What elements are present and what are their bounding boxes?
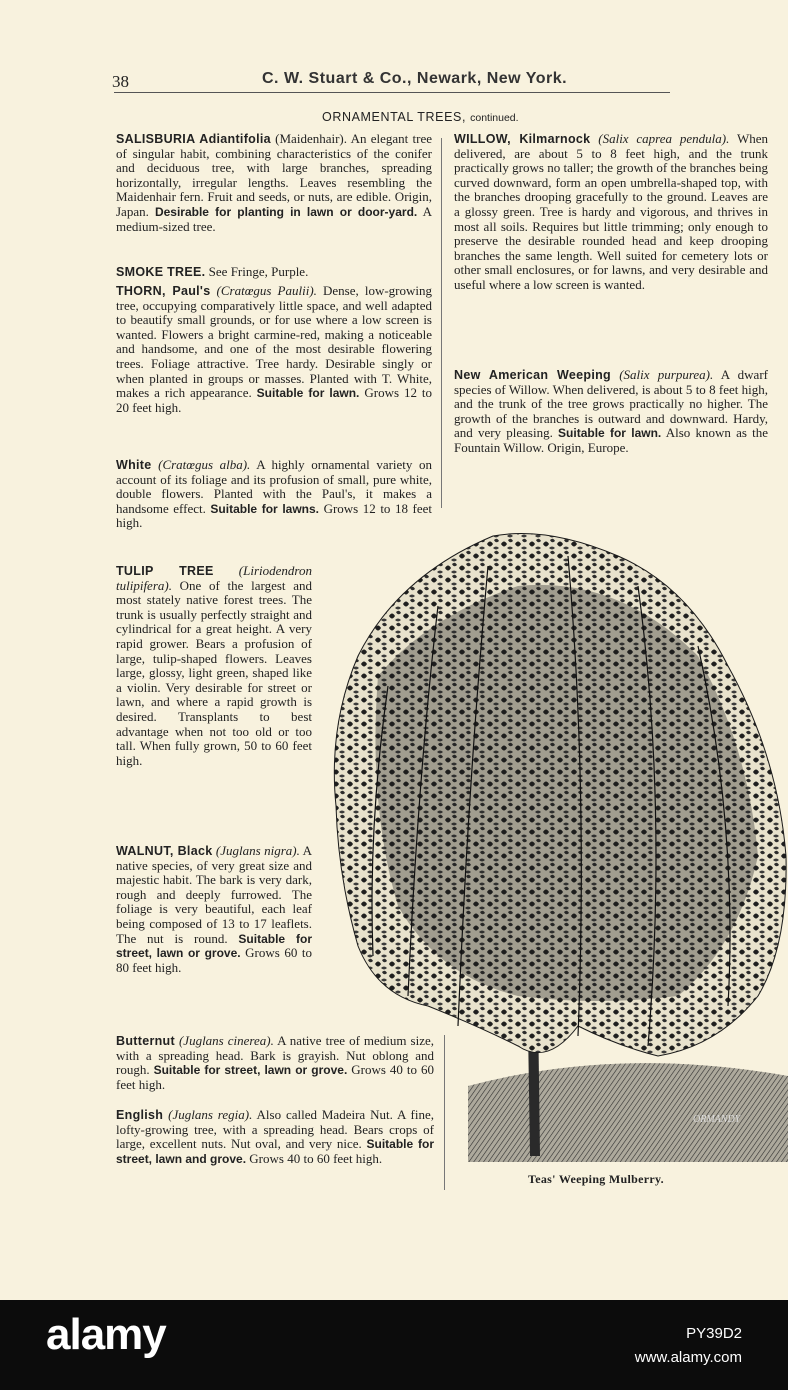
- section-continued: continued.: [470, 112, 519, 124]
- entry-heading: WILLOW, Kilmarnock: [454, 132, 591, 146]
- entry-thorn-white: White (Cratœgus alba). A highly ornamental variety on account of its foliage and its profusion of small, pure white, double flowers. Planted with the Paul's, it makes a handsome effect. Suitable for lawns. Grows 12 to 18 feet high.: [116, 457, 432, 531]
- entry-heading: White: [116, 458, 152, 472]
- stock-photo-footer: [0, 1300, 788, 1390]
- page-number: 38: [112, 72, 129, 91]
- weeping-mulberry-engraving: [318, 526, 788, 1166]
- entry-walnut: WALNUT, Black (Juglans nigra). A native species, of very great size and majestic habit. The bark is very dark, rough and deeply furrowed. The foliage is very beautiful, each leaf being composed of 13 to 17 leaflets. The nut is round. Suitable for street, lawn or grove. Grows 60 to 80 feet high.: [116, 843, 313, 975]
- entry-thorn: THORN, Paul's (Cratœgus Paulii). Dense, low-growing tree, occupying comparatively little space, and well adapted to beautify small grounds, or for use where a low screen is wanted. Flowers a bright carmine-red, making a noticeable and handsome, and one of the most desirable flowering trees. Foliage attractive. Tree hardy. Desirable singly or when planted in groups or masses. Planted with T. White, makes a rich appearance. Suitable for lawn. Grows 12 to 20 feet high.: [116, 283, 433, 415]
- image-id-block: [635, 1322, 742, 1370]
- entry-heading: SMOKE TREE.: [116, 265, 206, 279]
- entry-heading: WALNUT, Black: [116, 844, 213, 858]
- entry-heading: SALISBURIA Adiantifolia: [116, 132, 271, 146]
- image-id: PY39D2: [686, 1325, 742, 1342]
- entry-new-american-weeping: New American Weeping (Salix purpurea). A dwarf species of Willow. When delivered, is about 5 to 8 feet high, and the trunk of the tree grows practically no higher. The growth of the branches is outward and downward. Hardy, and very pleasing. Suitable for lawn. Also known as the Fountain Willow. Origin, Europe.: [454, 367, 768, 455]
- site-url: www.alamy.com: [634, 1349, 742, 1366]
- header-rule: [114, 92, 670, 93]
- entry-salisburia: SALISBURIA Adiantifolia (Maidenhair). An elegant tree of singular habit, combining characteristics of the conifer and deciduous tree, with large branches, spreading horizontally, irregular lengths. Leaves resembling the Maidenhair fern. Fruit and seeds, or nuts, are edible. Origin, Japan. Desirable for planting in lawn or door-yard. A medium-sized tree.: [116, 131, 432, 234]
- running-head: C. W. Stuart & Co., Newark, New York.: [262, 70, 568, 87]
- entry-heading: THORN, Paul's: [116, 284, 211, 298]
- entry-butternut: Butternut (Juglans cinerea). A native tree of medium size, with a spreading head. Bark is grayish. Nut oblong and rough. Suitable for street, lawn or grove. Grows 40 to 60 feet high.: [116, 1033, 435, 1092]
- entry-tulip-tree: TULIP TREE (Liriodendron tulipifera). One of the largest and most stately native forest trees. The trunk is usually perfectly straight and cylindrical for a great height. A very rapid grower. Bears a profusion of large, tulip-shaped flowers. Leaves large, glossy, light green, shaped like a violin. Very desirable for street or lawn, and where a rapid growth is desired. Transplants to best advantage when not too old or too tall. When fully grown, 50 to 60 feet high.: [116, 563, 313, 768]
- column-divider: [441, 138, 442, 508]
- entry-heading: New American Weeping: [454, 368, 611, 382]
- engraver-signature: ORMANDY: [693, 1114, 741, 1125]
- entry-smoke-tree: SMOKE TREE. See Fringe, Purple.: [116, 264, 309, 279]
- page-header: [108, 68, 668, 94]
- entry-heading: English: [116, 1108, 164, 1122]
- entry-heading: Butternut: [116, 1034, 175, 1048]
- illustration-caption: Teas' Weeping Mulberry.: [528, 1172, 664, 1186]
- section-title: ORNAMENTAL TREES, continued.: [322, 110, 519, 124]
- entry-willow-kilmarnock: WILLOW, Kilmarnock (Salix caprea pendula). When delivered, are about 5 to 8 feet high, and the trunk practically grows no taller; the growth of the branches being curved downward, form an open umbrella-shaped top, with the branches drooping gracefully to the ground. Leaves are a glossy green. Tree is hardy and vigorous, and thrives in most all soils. Requires but little trimming; only enough to preserve the desirable rounded head and keep drooping branches the same length. Well suited for cemetery lots or other small enclosures, or for lawns, and very desirable and useful where a low screen is wanted.: [454, 131, 768, 292]
- alamy-logo: alamy: [46, 1310, 166, 1359]
- entry-english-walnut: English (Juglans regia). Also called Madeira Nut. A fine, lofty-growing tree, with a spreading head. Bears crops of large, excellent nuts. Nut oval, and very nice. Suitable for street, lawn and grove. Grows 40 to 60 feet high.: [116, 1107, 434, 1166]
- entry-heading: TULIP TREE: [116, 564, 214, 578]
